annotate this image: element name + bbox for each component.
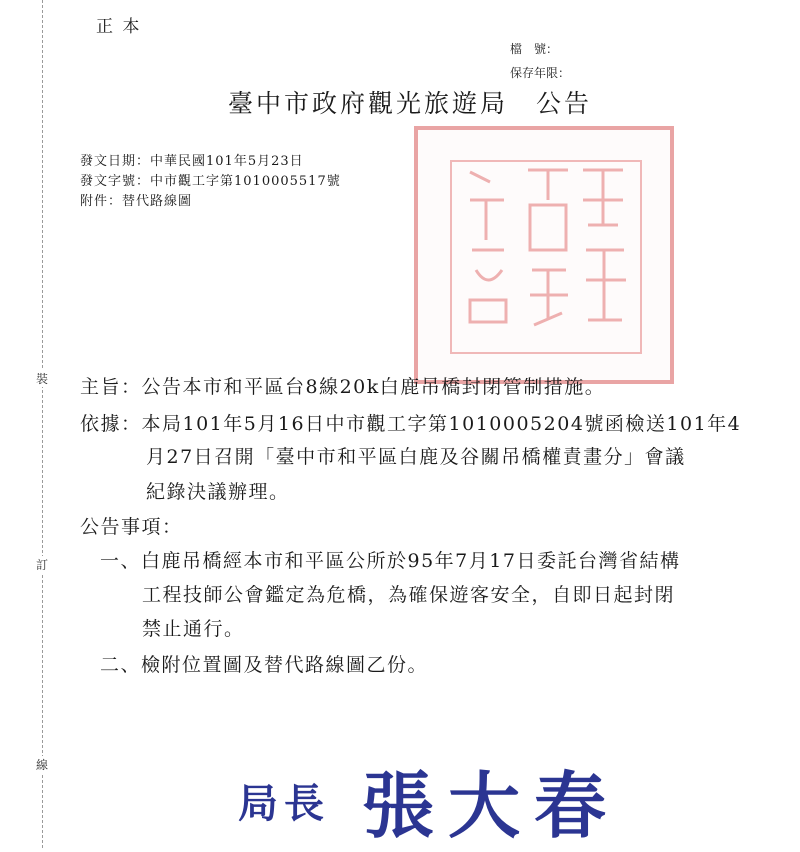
binding-mark-xian: 線 xyxy=(35,758,48,772)
notice-item-1-line-3: 禁止通行。 xyxy=(142,618,245,640)
issue-date: 發文日期：中華民國101年5月23日 xyxy=(80,154,304,169)
copy-mark: 正 本 xyxy=(96,17,142,37)
basis-line-3: 紀錄決議辦理。 xyxy=(146,481,290,503)
notice-heading: 公告事項： xyxy=(80,516,183,538)
notice-item-1-line-2: 工程技師公會鑑定為危橋，為確保遊客安全，自即日起封閉 xyxy=(142,584,676,606)
subject-line: 主旨：公告本市和平區台8線20k白鹿吊橋封閉管制措施。 xyxy=(80,376,606,398)
notice-item-1-line-1: 一、白鹿吊橋經本市和平區公所於95年7月17日委託台灣省結構 xyxy=(100,550,681,572)
binding-mark-zhuang: 裝 xyxy=(35,372,48,386)
basis-line-1: 依據：本局101年5月16日中市觀工字第1010005204號函檢送101年4 xyxy=(80,413,742,435)
basis-line-2: 月27日召開「臺中市和平區白鹿及谷關吊橋權責畫分」會議 xyxy=(146,446,686,468)
page-title: 臺中市政府觀光旅遊局 公告 xyxy=(228,89,593,118)
official-seal xyxy=(414,126,674,384)
binding-line xyxy=(42,0,43,848)
signature-name: 張大春 xyxy=(362,763,621,848)
retention-period-label: 保存年限： xyxy=(510,66,571,80)
notice-item-2: 二、檢附位置圖及替代路線圖乙份。 xyxy=(100,654,429,676)
attachment: 附件：替代路線圖 xyxy=(80,194,193,209)
seal-glyph-strokes xyxy=(418,130,670,380)
file-number-label: 檔 號： xyxy=(510,42,559,56)
binding-mark-ding: 訂 xyxy=(35,558,48,572)
signature-title: 局長 xyxy=(238,780,330,827)
document-number: 發文字號：中市觀工字第1010005517號 xyxy=(80,174,341,189)
